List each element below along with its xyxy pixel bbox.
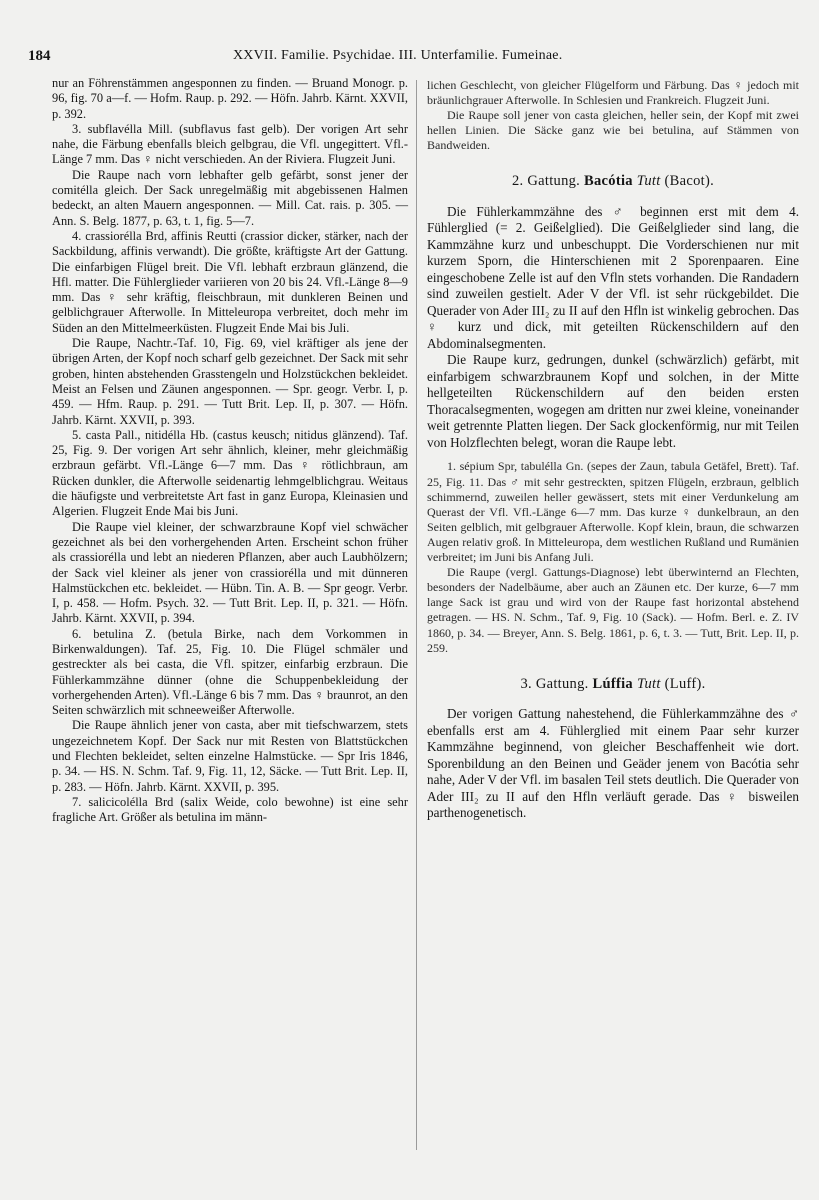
species-entry-subflavella: 3. subflavélla Mill. (subflavus fast gelb). Der vorigen Art sehr nahe, die Färbung ebenfalls bleich gelbgrau, die Vfl. ungegittert. Vfl.-Länge 7 mm. Das ♀ nicht verschieden. An der Riviera. Flugzeit Juni. (52, 121, 408, 167)
paragraph: Die Raupe soll jener von casta gleichen, heller sein, der Kopf mit zwei hellen Linien. Die Säcke ganz wie bei betulina, auf Stämmen von Bandweiden. (427, 108, 799, 153)
genus-author: Tutt (636, 675, 661, 692)
spacer (427, 451, 799, 459)
right-column (427, 78, 799, 822)
paragraph: Die Raupe, Nachtr.-Taf. 10, Fig. 69, viel kräftiger als jene der übrigen Arten, der Kopf noch scharf gelb gezeichnet. Der Sack mit sehr groben, hinten abstehenden Grasstengeln und Holzstückchen bekleidet. Meist an Felsen und Zäunen angesponnen. — Spr. geogr. Verbr. I, p. 459. — Hfm. Raup. p. 291. — Tutt Brit. Lep. II, p. 307. — Höfn. Jahrb. Kärnt. XXVII, p. 393. (52, 336, 408, 427)
page-header (28, 48, 789, 68)
species-entry-betulina: 6. betulina Z. (betula Birke, nach dem Vorkommen in Birkenwaldungen). Taf. 25, Fig. 10. Die Flügel schmäler und gestreckter als bei casta, die Vfl. spitzer, einfarbig erzbraun. Die Fühlerkammzähne dünner (ohne die Schuppenbekleidung der vorhergehenden Arten). Vfl.-Länge 6 bis 7 mm. Das ♀ braunrot, an den Seiten schwärzlich mit schneeweißer Afterwolle. (52, 626, 408, 718)
genus-author: Tutt (636, 173, 661, 190)
species-entry-casta: 5. casta Pall., nitidélla Hb. (castus keusch; nitidus glänzend). Taf. 25, Fig. 9. Der vorigen Art sehr ähnlich, kleiner, mehr gleichmäßig erzbraun gefärbt. Vfl.-Länge 6—7 mm. Das ♀ rötlichbraun, am Rücken dunkler, die Afterwolle seidenartig lehmgelblichgrau. Weitaus die häufigste und verbreitetste Art fast in ganz Europa, Kleinasien und Algerien. Flugzeit Ende Mai bis Juni. (52, 427, 408, 519)
genus-name: Lúffia (592, 675, 633, 692)
left-column (52, 76, 408, 826)
species-entry-sepium: 1. sépium Spr, tabulélla Gn. (sepes der Zaun, tabula Getäfel, Brett). Taf. 25, Fig. 11. Das ♂ mit sehr gestreckten, spitzen Flügeln, erzbraun, gelblich schimmernd, zuweilen heller gewässert, stets mit einer Verdunkelung am Querast der Vfl. Vfl.-Länge 6—7 mm. Das kurze ♀ dunkelbraun, an den Seiten gelblich, mit gelbgrauer Afterwolle. Kopf klein, braun, die schwarzen Augen relativ groß. In Mitteleuropa, dem westlichen Rußland und Rumänien verbreitet; im Juni bis Anfang Juli. (427, 459, 799, 565)
column-divider (416, 80, 417, 1150)
genus-number: 2. Gattung. (511, 173, 581, 190)
running-title: XXVII. Familie. Psychidae. III. Unterfamilie. Fumeinae. (233, 48, 563, 63)
genus-number: 3. Gattung. (520, 675, 589, 692)
paragraph: Die Raupe viel kleiner, der schwarzbraune Kopf viel schwächer gezeichnet als bei den vorhergehenden Arten. Erscheint schon früher als crassiorélla und lebt an niederen Pflanzen, aber auch Laubhölzern; der Sack viel kleiner als jener von crassiorélla und mit dünneren Halmstückchen etc. bekleidet. — Hübn. Tin. A. B. — Spr geogr. Verbr. I, p. 458. — Hofm. Psych. 32. — Tutt Brit. Lep. II, p. 321. — Höfn. Jahrb. Kärnt. XXVII, p. 394. (52, 519, 408, 626)
paragraph: Die Raupe nach vorn lebhafter gelb gefärbt, sonst jener der comitélla gleich. Der Sack unregelmäßig mit abgebissenen Halmen bedeckt, an alten Mauern angesponnen. — Mill. Cat. rais. p. 305. — Ann. S. Belg. 1877, p. 63, t. 1, fig. 5—7. (52, 167, 408, 228)
page-number: 184 (28, 48, 51, 64)
paragraph: lichen Geschlecht, von gleicher Flügelform und Färbung. Das ♀ jedoch mit bräunlichgrauer Afterwolle. In Schlesien und Frankreich. Flugzeit Juni. (427, 78, 799, 108)
genus-name: Bacótia (584, 173, 633, 190)
genus-heading-bacotia (427, 173, 799, 190)
paragraph: Die Fühlerkammzähne des ♂ beginnen erst mit dem 4. Fühlerglied (= 2. Geißelglied). Die Geißelglieder sind lang, die Kammzähne kurz und unbeschuppt. Die Vorderschienen nur mit kurzem Sporn, die Hinterschienen mit 2 Sporenpaaren. Eine eingeschobene Zelle ist auf den Vfln stets vorhanden. Die Randadern sind zuweilen gestielt. Ader V der Vfl. ist sehr rückgebildet. Die Querader von Ader III₂ zu II auf den Hfln ist winkelig gebrochen. Das ♀ kurz und dick, mit geteilten Rückenschildern auf den Abdominalsegmenten. (427, 203, 799, 351)
genus-heading-luffia (427, 676, 799, 693)
paragraph: Der vorigen Gattung nahestehend, die Fühlerkammzähne des ♂ ebenfalls erst am 4. Fühlerglied mit einem Paar sehr kurzer Kammzähne beginnend, von gleicher Beschaffenheit wie dort. Sporenbildung an den Beinen und Geäder jenem von Bacótia sehr nahe, Ader V der Vfl. im basalen Teil stets deutlich. Die Querader von Ader III₂ zu II auf den Hfln verläuft gerade. Das ♀ bisweilen parthenogenetisch. (427, 706, 799, 821)
paragraph: Die Raupe kurz, gedrungen, dunkel (schwärzlich) gefärbt, mit einfarbigem schwarzbraunem Kopf und solchen, in der Mitte hellgeteilten Rückenschildern auf den beiden ersten Thoracalsegmenten, wogegen am dritten nur zwei kleine, voneinander weit getrennte Platten liegen. Der Sack glockenförmig, nur mit Teilen von Holzflechten belegt, woran die Raupe lebt. (427, 352, 799, 450)
paragraph: Die Raupe (vergl. Gattungs-Diagnose) lebt überwinternd an Flechten, besonders der Nadelbäume, aber auch an Zäunen etc. Der kurze, 6—7 mm lange Sack ist grau und wird von der Raupe fast horizontal abstehend getragen. — HS. N. Schm., Taf. 9, Fig. 10 (Sack). — Hofm. Berl. e. Z. IV 1860, p. 34. — Breyer, Ann. S. Belg. 1861, p. 6, t. 3. — Tutt, Brit. Lep. II, p. 259. (427, 565, 799, 655)
genus-eponym: (Luff). (664, 675, 706, 692)
paragraph: nur an Föhrenstämmen angesponnen zu finden. — Bruand Monogr. p. 96, fig. 70 a—f. — Hofm. Raup. p. 292. — Höfn. Jahrb. Kärnt. XXVII, p. 392. (52, 76, 408, 121)
paragraph: Die Raupe ähnlich jener von casta, aber mit tiefschwarzem, stets ungezeichnetem Kopf. Der Sack nur mit Resten von Blattstückchen und Flechten bekleidet, selten einzelne Halmstücke. — Spr Iris 1846, p. 34. — HS. N. Schm. Taf. 9, Fig. 11, 12, Säcke. — Tutt Brit. Lep. II, p. 283. — Höfn. Jahrb. Kärnt. XXVII, p. 395. (52, 718, 408, 794)
genus-eponym: (Bacot). (664, 173, 715, 190)
species-entry-crassiorella: 4. crassiorélla Brd, affinis Reutti (crassior dicker, stärker, nach der Sackbildung, affinis verwandt). Die größte, kräftigste Art der Gattung. Die einfarbigen Flügel breit. Die Vfl. lebhaft erzbraun glänzend, die Hfl. matter. Die Fühlerglieder variieren von 20 bis 24. Vfl.-Länge 8—9 mm. Das ♀ sehr kräftig, fleischbraun, mit dunkleren Beinen und gelblichgrauer Afterwolle. In Mitteleuropa verbreitet, doch mehr im Süden an den Mittelmeerküsten. Flugzeit Ende Mai bis Juli. (52, 228, 408, 335)
species-entry-salicicolella: 7. salicicolélla Brd (salix Weide, colo bewohne) ist eine sehr fragliche Art. Größer als betulina im männ- (52, 794, 408, 825)
